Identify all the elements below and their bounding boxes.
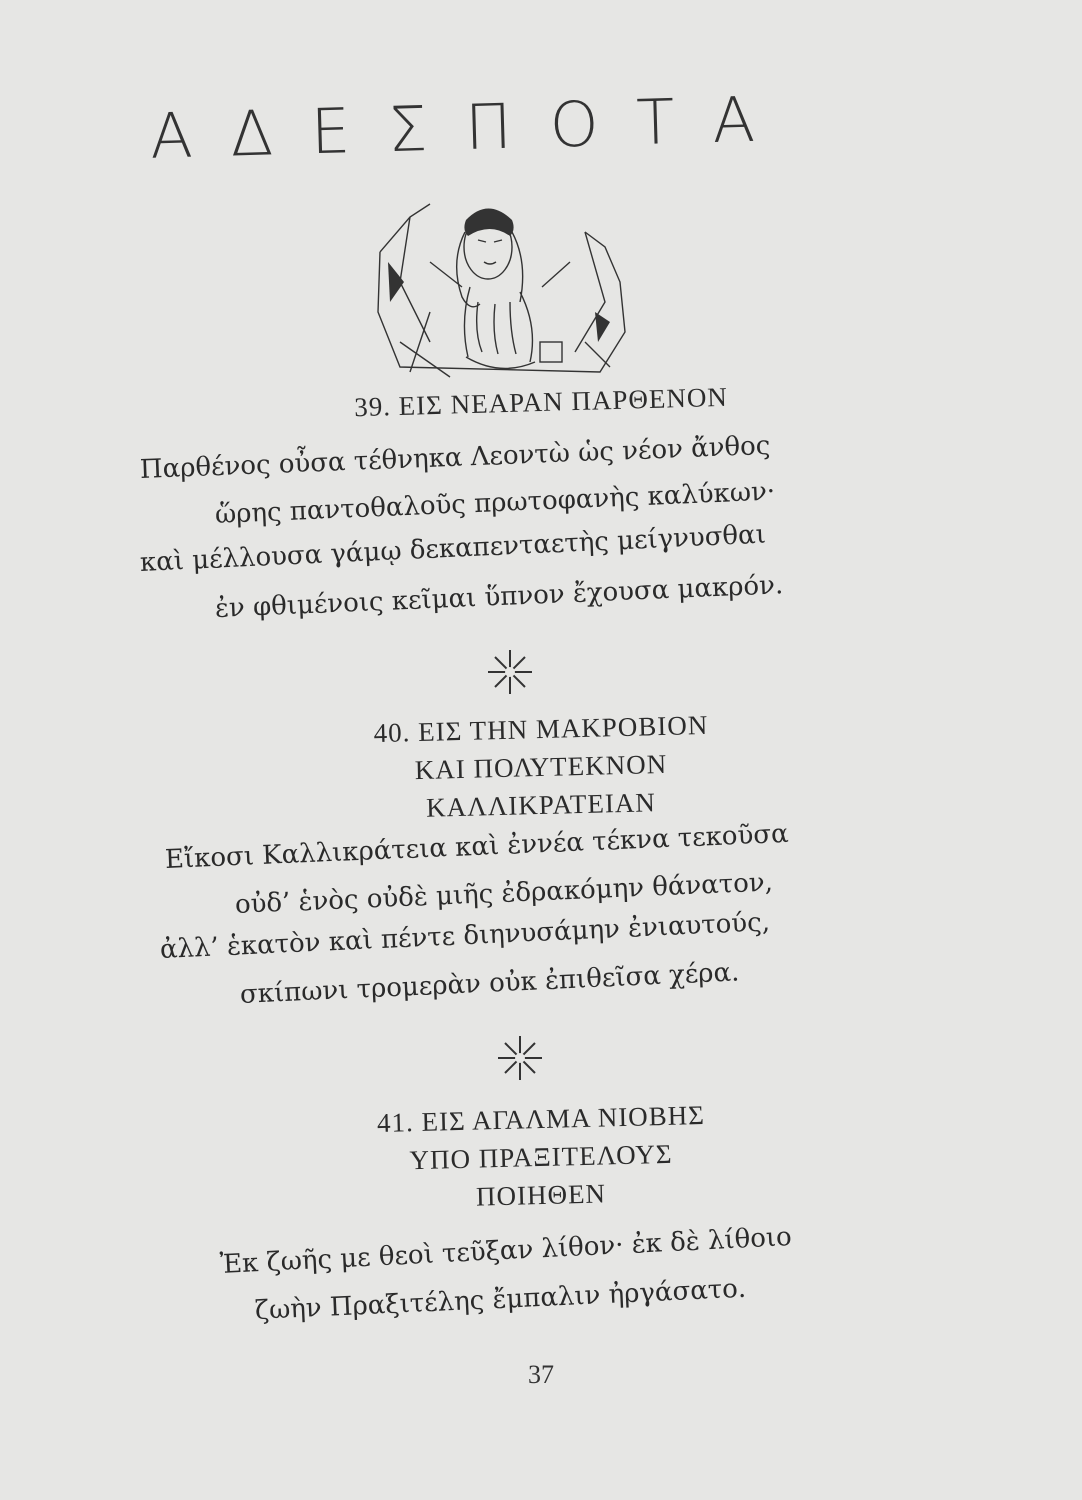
page-header: ΑΔΕΣΠΟΤΑ — [149, 81, 794, 173]
asterisk-ornament — [490, 1028, 550, 1088]
poem-40-line-4: σκίπωνι τρομερὰν οὐκ ἐπιθεῖσα χέρα. — [239, 957, 740, 1010]
poem-40-title-line-1: 40. ΕΙΣ ΤΗΝ ΜΑΚΡΟΒΙΟΝ — [373, 709, 709, 749]
poem-39-title: 39. ΕΙΣ ΝΕΑΡΑΝ ΠΑΡΘΕΝΟΝ — [353, 381, 729, 423]
poem-40-line-1: Εἴκοσι Καλλικράτεια καὶ ἐννέα τέκνα τεκοῦσα — [164, 818, 790, 875]
poem-40-title-line-3: ΚΑΛΛΙΚΡΑΤΕΙΑΝ — [425, 787, 657, 823]
poem-41-title-line-3: ΠΟΙΗΘΕΝ — [475, 1178, 607, 1212]
poem-39-line-4: ἐν φθιμένοις κεῖμαι ὕπνον ἔχουσα μακρόν. — [214, 570, 784, 624]
poem-41-line-2: ζωὴν Πραξιτέλης ἔμπαλιν ἠργάσατο. — [254, 1273, 747, 1326]
poem-41-title-line-1: 41. ΕΙΣ ΑΓΑΛΜΑ ΝΙΟΒΗΣ — [376, 1099, 706, 1139]
poem-39-line-1: Παρθένος οὖσα τέθνηκα Λεοντὼ ὡς νέον ἄνθος — [139, 430, 771, 485]
poem-39-line-2: ὥρης παντοθαλοῦς πρωτοφανὴς καλύκων· — [214, 476, 776, 530]
page-number: 37 — [528, 1360, 554, 1389]
poem-40-title-line-2: ΚΑΙ ΠΟΛΥΤΕΚΝΟΝ — [414, 748, 668, 786]
poem-40-line-3: ἀλλ’ ἑκατὸν καὶ πέντε διηνυσάμην ἐνιαυτούς, — [159, 907, 771, 965]
maiden-vignette-illustration — [370, 192, 630, 382]
asterisk-ornament — [480, 642, 540, 702]
poem-41-line-1: Ἐκ ζωῆς με θεοὶ τεῦξαν λίθον· ἐκ δὲ λίθοιο — [219, 1222, 793, 1280]
poem-39-line-3: καὶ μέλλουσα γάμῳ δεκαπενταετὴς μείγνυσθαι — [139, 519, 767, 578]
poem-41-title-line-2: ΥΠΟ ΠΡΑΞΙΤΕΛΟΥΣ — [409, 1138, 673, 1176]
poem-40-line-2: οὐδ’ ἑνὸς οὐδὲ μιῆς ἐδρακόμην θάνατον, — [234, 867, 774, 920]
